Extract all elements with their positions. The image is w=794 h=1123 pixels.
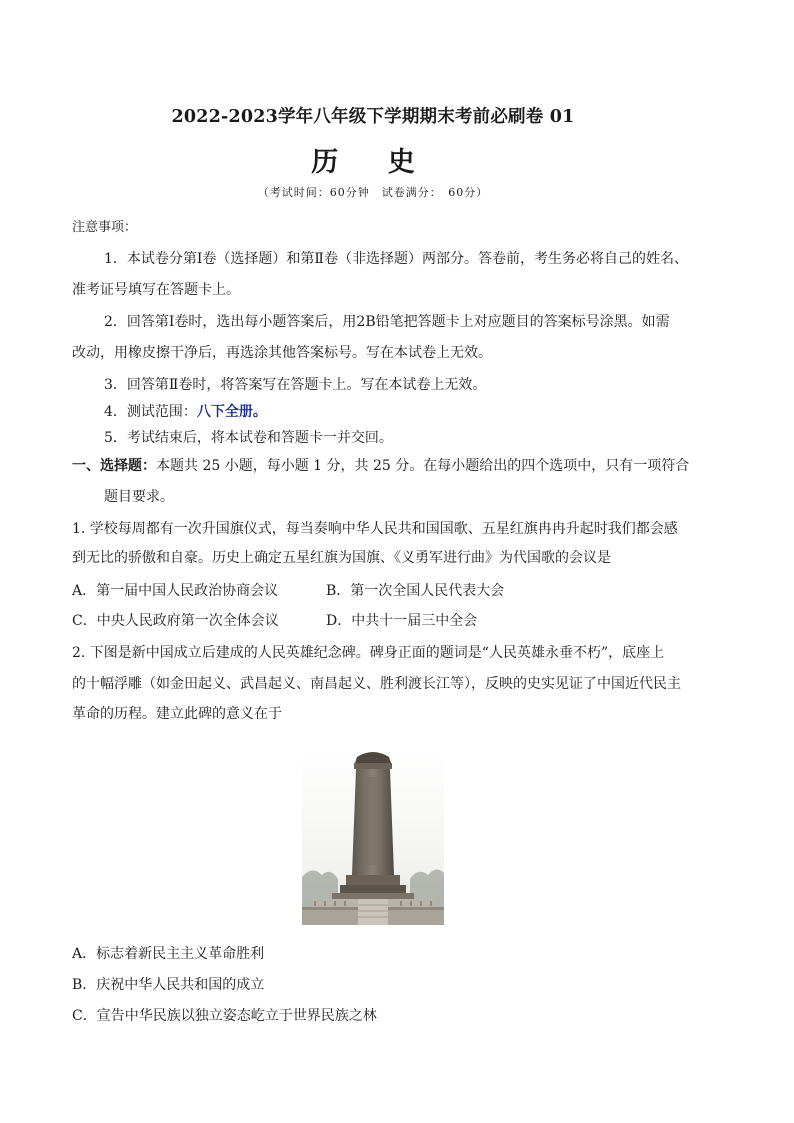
subject-title: 历 史	[311, 147, 435, 178]
section-1-points-each: 1	[308, 458, 327, 474]
q1-stem-line-2: 到无比的骄傲和自豪。历史上确定五星红旗为国旗、《义勇军进行曲》为代国歌的会议是	[72, 550, 611, 566]
notice-item-4-prefix: 4．测试范围：	[104, 404, 197, 420]
section-1-heading	[72, 455, 689, 475]
q1-option-c: C．中央人民政府第一次全体会议	[72, 613, 279, 629]
notice-item-3: 3．回答第Ⅱ卷时，将答案写在答题卡上。写在本试卷上无效。	[104, 377, 487, 393]
notice-item-1-line-2: 准考证号填写在答题卡上。	[72, 282, 240, 298]
q2-option-a: A．标志着新民主主义革命胜利	[72, 946, 265, 962]
section-1-total: 25	[368, 458, 396, 474]
section-1-heading-line-2: 题目要求。	[104, 489, 174, 505]
q2-option-c: C．宣告中华民族以独立姿态屹立于世界民族之林	[72, 1008, 377, 1024]
q1-option-a: A．第一届中国人民政治协商会议	[72, 583, 279, 599]
notice-item-5: 5．考试结束后，将本试卷和答题卡一并交回。	[104, 430, 393, 446]
section-1-text-f: 分，共	[326, 458, 369, 474]
notice-item-2-line-1: 2．回答第Ⅰ卷时，选出每小题答案后，用2B铅笔把答题卡上对应题目的答案标号涂黑。如需	[104, 314, 670, 330]
monument-photo	[302, 747, 444, 925]
notice-item-4	[104, 401, 267, 421]
section-1-text-b: 本题共	[156, 458, 198, 474]
section-1-text-d: 小题，每小题	[224, 458, 309, 474]
notice-item-2-line-2: 改动，用橡皮擦干净后，再选涂其他答案标号。写在本试卷上无效。	[72, 345, 492, 361]
exam-time-score: （考试时间：60分钟 试卷满分： 60分）	[257, 186, 489, 199]
section-1-count: 25	[198, 458, 225, 474]
notice-heading: 注意事项：	[72, 220, 138, 235]
q2-stem-line-1: 2. 下图是新中国成立后建成的人民英雄纪念碑。碑身正面的题词是“人民英雄永垂不朽”，底座上	[72, 645, 665, 661]
q2-stem-line-3: 革命的历程。建立此碑的意义在于	[72, 706, 282, 722]
q1-stem-line-1: 1. 学校每周都有一次升国旗仪式，每当奏响中华人民共和国国歌、五星红旗冉冉升起时我们都会感	[72, 521, 678, 537]
q1-option-d: D．中共十一届三中全会	[326, 613, 478, 629]
test-scope: 八下全册。	[196, 404, 267, 420]
q2-option-b: B．庆祝中华人民共和国的成立	[72, 977, 265, 993]
q1-option-b: B．第一次全国人民代表大会	[326, 583, 505, 599]
exam-title: 2022-2023学年八年级下学期期末考前必刷卷 01	[171, 107, 575, 127]
section-1-text-h: 分。在每小题给出的四个选项中，只有一项符合	[395, 458, 690, 474]
q2-stem-line-2: 的十幅浮雕（如金田起义、武昌起义、南昌起义、胜利渡长江等），反映的史实见证了中国近代民主	[72, 676, 681, 692]
monument-illustration	[302, 747, 444, 925]
notice-item-1-line-1: 1．本试卷分第Ⅰ卷（选择题）和第Ⅱ卷（非选择题）两部分。答卷前，考生务必将自己的姓名、	[104, 251, 688, 267]
section-1-label: 一、选择题：	[72, 458, 156, 474]
